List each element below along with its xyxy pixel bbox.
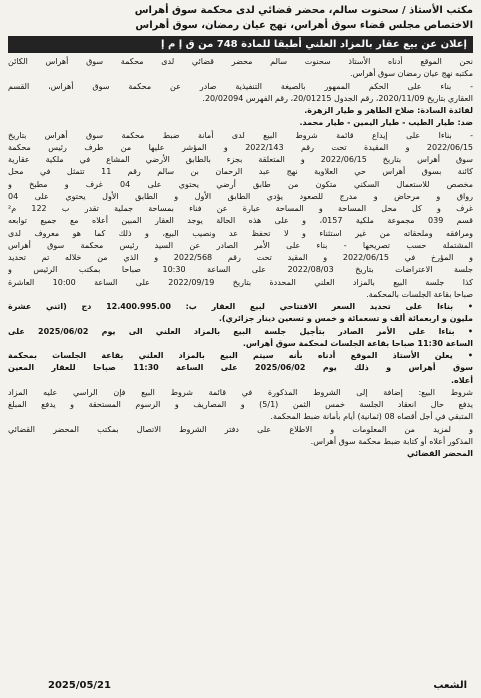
body-line: كائنة بسوق أهراس حي العلاوية نهج عبد الرحمان بن سالم رقم 11 تتمثل في محل: [8, 167, 473, 177]
body-line: سوق أهراس و ذلك يوم 2025/06/02 على الساعة 11:30 صباحا للعقار المعين: [8, 363, 473, 373]
body-line: المتبقي في أجل أقصاه 08 (ثمانية) أيام بأمانة ضبط المحكمة.: [270, 412, 473, 422]
notice-title-banner: إعلان عن بيع عقار بالمزاد العلني أطبقا للمادة 748 من ق إ م إ: [8, 36, 473, 53]
body-line: كذا جلسة البيع بالمزاد العلني المحددة بتاريخ 2022/09/19 على الساعة 10:00 العاشرة: [8, 277, 473, 287]
body-line: ضد: طيار الطيب - طيار اليمين - طيار محمد.: [299, 118, 473, 128]
body-line: مخصص للاستعمال السكني متكون من طابق أرضي يحتوي على 04 غرف و مطبخ و: [8, 179, 473, 189]
body-line: أعلاه.: [450, 375, 473, 385]
body-line: شروط البيع: إضافة إلى الشروط المذكورة في قائمة شروط البيع فإن الراسي عليه المزاد: [8, 387, 473, 397]
body-line: ومرافقه وملحقاته من غير استثناء و لا تحفظ عد ونصيب البيع، و ذلك كما هو معروف لدى: [8, 228, 473, 238]
body-line: 2022/06/15 و المقيدة تحت رقم 2022/143 و المؤشر عليها من طرف رئيس محكمة: [8, 142, 473, 152]
body-line: يدفع حال انعقاد الجلسة خمس الثمن (5/1) و المصاريف و الرسوم المستحقة و يدفع المبلغ: [8, 400, 473, 409]
body-line: المشتملة حسب تصريحها - بناء على الأمر الصادر عن السيد رئيس محكمة سوق أهراس: [8, 240, 473, 250]
body-line: • يعلن الأستاذ الموقع أدناه بأنه سيتم البيع بالمزاد العلني بقاعة الجلسات بمحكمة: [8, 351, 473, 360]
notice-body: [8, 56, 473, 460]
body-line: غرف و كل محل المساحة و المساحة عبارة عن فناء بمساحة جملية تقدر ب 122 م²: [8, 204, 473, 213]
office-header-line-1: مكتب الأستاذ / سحنوت سالم، محضر قضائي لدى محكمة سوق أهراس: [134, 5, 473, 16]
body-line: الساعة 11:30 صباحا بقاعة الجلسات لمحكمة سوق أهراس.: [242, 338, 473, 348]
publication-date: 2025/05/21: [48, 680, 111, 691]
body-line: - بناءا على إيداع قائمة شروط البيع لدى أمانة ضبط محكمة سوق أهراس بتاريخ: [8, 130, 473, 140]
body-line: مكتبه نهج عيان رمضان سوق أهراس.: [350, 69, 473, 79]
body-line: المحضر القضائي: [406, 449, 473, 458]
body-line: لفائدة السادة: صلاح الطاهر و طيار الزهرة.: [304, 106, 473, 115]
body-line: جلسة الاعتراضات بتاريخ 2022/08/03 على الساعة 10:30 صباحا بمكتب الرئيس و: [8, 265, 473, 275]
body-line: قسم 039 مجموعة ملكية 0157، و على هذه الحالة يوجد العقار المبين أعلاه مع جميع توابعه: [8, 216, 473, 226]
body-line: و لمزيد من المعلومات و الاطلاع على دفتر الشروط الاتصال بمكتب المحضر القضائي: [8, 424, 473, 434]
body-line: • بناءا على الأمر الصادر بتأجيل جلسة البيع بالمزاد العلني الى يوم 2025/06/02 على: [8, 326, 473, 336]
publication-footer: [8, 678, 473, 694]
body-line: • بناءا على تحديد السعر الافتتاحي لبيع العقار ب: 12.400.995.00 دج (اثني عشرة: [8, 302, 473, 311]
body-line: صباحا بقاعة الجلسات بالمحكمة.: [366, 289, 473, 299]
body-line: مليون و اربعمائة ألف و تسعمائة و خمس و تسعين دينار جزائري).: [218, 314, 473, 324]
publication-name: الشعب: [433, 680, 467, 691]
body-line: المذكور أعلاه أو كتابة ضبط محكمة سوق أهراس.: [310, 436, 473, 446]
body-line: - بناء على الحكم الممهور بالصيغة التنفيذية صادر عن محكمة سوق أهراس، القسم: [8, 81, 473, 91]
body-line: العقاري بتاريخ 2020/11/09، رقم الجدول 20/01215، رقم الفهرس 20/02094.: [202, 93, 473, 103]
office-header-line-2: الاختصاص مجلس قضاء سوق أهراس، نهج عيان رمضان، سوق أهراس: [135, 20, 473, 31]
body-line: و المؤرخ في 2022/06/15 و المقيد تحت رقم 2022/568 و الذي من خلاله تم تحديد: [8, 253, 473, 262]
body-line: سوق أهراس بتاريخ 2022/06/15 و المتعلقة بجزء بالطابق الأرضي المشاع في ملكية عقارية: [8, 155, 473, 164]
body-line: نحن الموقع أدناه الأستاذ سحنوت سالم محضر قضائي لدى محكمة سوق أهراس الكائن: [8, 57, 473, 66]
body-line: رواق و مرحاض و مدرج للصعود يؤدي الطابق الأول و الطابق الأول يحتوي على 04: [8, 191, 473, 201]
